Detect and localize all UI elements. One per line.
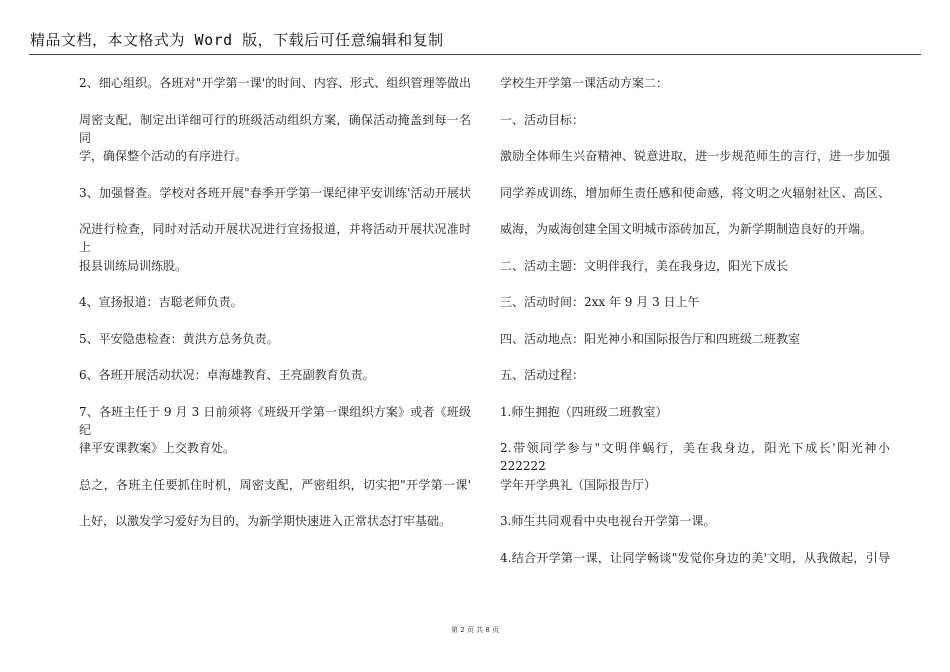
left-line-2: 周密支配，制定出详细可行的班级活动组织方案，确保活动掩盖到每一名同	[79, 112, 471, 145]
right-line-5: 威海，为威海创建全国文明城市添砖加瓦，为新学期制造良好的开端。	[500, 222, 873, 236]
left-column	[79, 74, 471, 549]
right-line-14: 4.结合开学第一课，让同学畅谈"发觉你身边的美'文明，从我做起，引导	[500, 550, 890, 565]
left-line-13: 上好，以激发学习爱好为目的，为新学期快速进入正常状态打牢基础。	[79, 514, 452, 528]
header-divider	[29, 54, 921, 55]
left-line-5: 况进行检查，同时对活动开展状况进行宣扬报道，并将活动开展状况准时上	[79, 222, 471, 254]
right-line-11: 2.带领同学参与"文明伴蜗行，美在我身边，阳光下成长'阳光神小 222222	[500, 441, 890, 473]
left-line-3: 学，确保整个活动的有序进行。	[79, 149, 248, 163]
left-line-8: 5、平安隐患检查：黄洪方总务负责。	[79, 331, 279, 346]
right-line-6: 二、活动主题：文明伴我行，美在我身边，阳光下成长	[500, 258, 789, 273]
right-line-12: 学年开学典礼（国际报告厅）	[500, 477, 657, 492]
left-line-6: 报县训练局训练股。	[79, 258, 188, 273]
right-line-2: 一、活动目标：	[500, 112, 585, 127]
right-line-8: 四、活动地点：阳光神小和国际报告厅和四班级二班教室	[500, 331, 801, 346]
left-line-9: 6、各班开展活动状况：卓海雄教育、王亮副教育负责。	[79, 368, 375, 382]
right-column	[500, 74, 890, 585]
right-line-7: 三、活动时间：2xx 年 9 月 3 日上午	[500, 295, 700, 309]
left-line-7: 4、宣扬报道：吉聪老师负责。	[79, 295, 243, 309]
right-line-13: 3.师生共同观看中央电视台开学第一课。	[500, 514, 716, 528]
left-line-11: 律平安课教案》上交教育处。	[79, 441, 236, 455]
left-line-4: 3、加强督查。学校对各班开展"春季开学第一课纪律平安训练'活动开展状	[79, 185, 471, 200]
right-line-4: 同学养成训练，增加师生责任感和使命感，将文明之火辐射社区、高区、	[500, 185, 890, 200]
page-indicator: 第 2 页 共 8 页	[450, 626, 500, 634]
right-line-1: 学校生开学第一课活动方案二：	[500, 76, 669, 90]
right-line-10: 1.师生拥抱（四班级二班教室）	[500, 404, 668, 419]
document-header: 精品文档，本文格式为 Word 版，下载后可任意编辑和复制	[30, 31, 444, 49]
left-line-12: 总之，各班主任要抓住时机，周密支配，严密组织，切实把"开学第一课'	[79, 477, 471, 492]
right-line-9: 五、活动过程：	[500, 368, 585, 382]
left-line-1: 2、细心组织。各班对"开学第一课'的时间、内容、形式、组织管理等做出	[79, 76, 471, 90]
left-line-10: 7、各班主任于 9 月 3 日前须将《班级开学第一课组织方案》或者《班级纪	[79, 404, 471, 437]
right-line-3: 激励全体师生兴奋精神、锐意进取，进一步规范师生的言行，进一步加强	[500, 149, 890, 163]
